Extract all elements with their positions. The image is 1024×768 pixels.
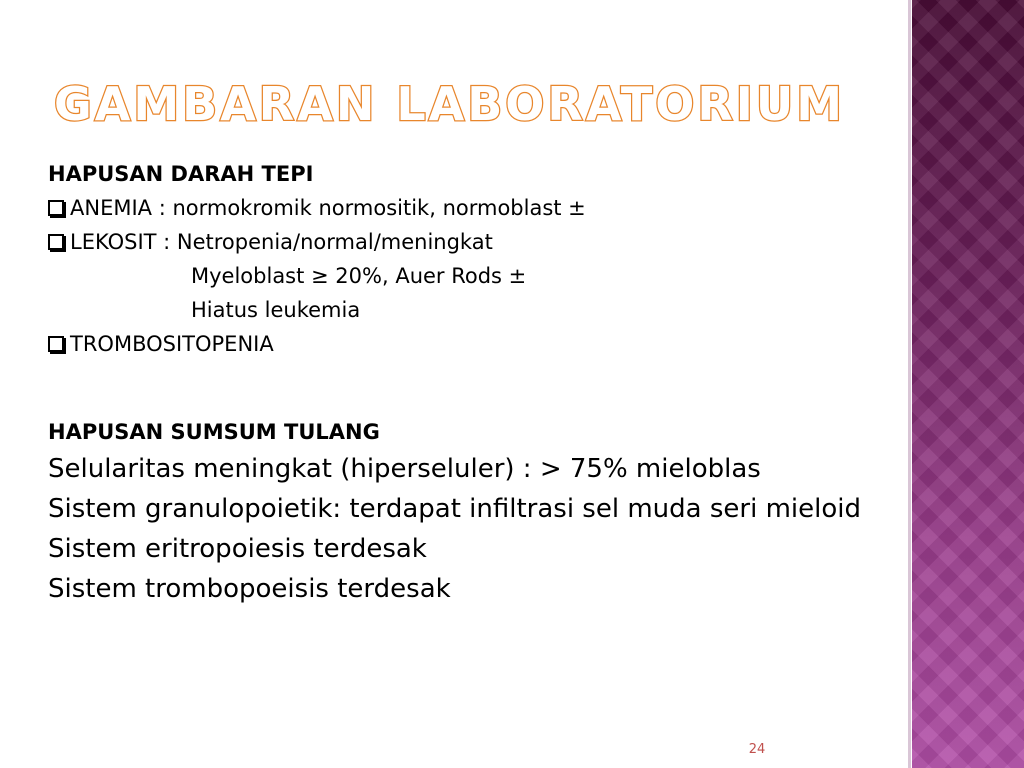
slide-title: GAMBARAN LABORATORIUM bbox=[54, 77, 846, 131]
section-heading-blood-smear: HAPUSAN DARAH TEPI bbox=[48, 162, 314, 186]
list-item-text: TROMBOSITOPENIA bbox=[70, 332, 274, 356]
body-line-granulopoietic: Sistem granulopoietik: terdapat infiltrasi sel muda seri mieloid bbox=[48, 494, 861, 524]
page-number: 24 bbox=[748, 742, 766, 757]
checkbox-square-icon bbox=[48, 336, 64, 352]
body-line-cellularity: Selularitas meningkat (hiperseluler) : > 75% mieloblas bbox=[48, 454, 761, 484]
side-decorative-panel bbox=[912, 0, 1024, 768]
checkbox-square-icon bbox=[48, 234, 64, 250]
sub-item-hiatus: Hiatus leukemia bbox=[191, 298, 361, 322]
body-line-erythropoiesis: Sistem eritropoiesis terdesak bbox=[48, 534, 427, 564]
section-heading-bone-marrow: HAPUSAN SUMSUM TULANG bbox=[48, 420, 380, 444]
list-item-anemia bbox=[48, 191, 898, 225]
side-divider bbox=[908, 0, 911, 768]
list-item-thrombocytopenia bbox=[48, 327, 898, 361]
sub-item-myeloblast: Myeloblast ≥ 20%, Auer Rods ± bbox=[191, 264, 527, 288]
checkbox-square-icon bbox=[48, 200, 64, 216]
slide-content bbox=[48, 157, 898, 609]
list-item-text: ANEMIA : normokromik normositik, normoblast ± bbox=[70, 196, 586, 220]
section-spacer bbox=[48, 361, 898, 415]
body-line-thrombopoiesis: Sistem trombopoeisis terdesak bbox=[48, 574, 451, 604]
list-item-text: LEKOSIT : Netropenia/normal/meningkat bbox=[70, 230, 493, 254]
list-item-leukocyte bbox=[48, 225, 898, 259]
